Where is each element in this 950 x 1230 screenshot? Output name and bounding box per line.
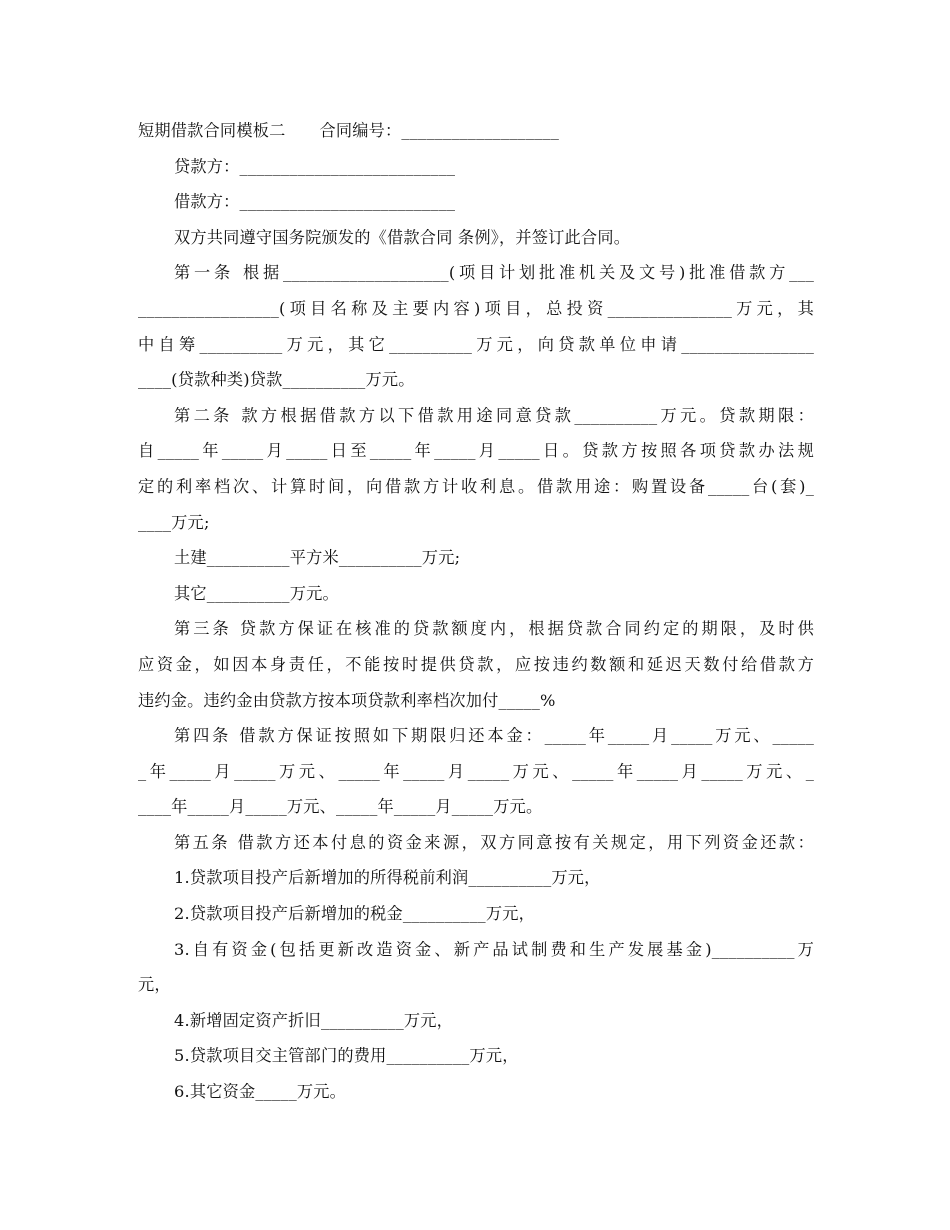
article-3-line-1: 第三条 贷款方保证在核准的贷款额度内，根据贷款合同约定的期限，及时供	[174, 619, 814, 639]
borrower-line: 借款方：__________________________	[174, 192, 456, 212]
preamble: 双方共同遵守国务院颁发的《借款合同 条例》，并签订此合同。	[174, 227, 631, 247]
article-2-other: 其它__________万元。	[174, 583, 339, 603]
document-title: 短期借款合同模板二	[138, 121, 286, 140]
article-5-intro: 第五条 借款方还本付息的资金来源，双方同意按有关规定，用下列资金还款：	[174, 832, 814, 852]
article-5-item-3-cont: 元，	[138, 975, 171, 995]
article-1-line-2: _________________(项目名称及主要内容)项目，总投资_______________万元，其	[138, 298, 814, 318]
contract-number-field: 合同编号：___________________	[319, 121, 560, 140]
article-5-item-3: 3.自有资金(包括更新改造资金、新产品试制费和生产发展基金)__________万	[174, 939, 814, 959]
article-4-line-1: 第四条 借款方保证按照如下期限归还本金：_____年_____月_____万元、_____	[174, 726, 814, 746]
article-5-item-6: 6.其它资金_____万元。	[174, 1082, 347, 1102]
contract-document	[138, 113, 814, 1110]
article-1-line-4: ____(贷款种类)贷款__________万元。	[138, 370, 415, 390]
article-5-item-2: 2.贷款项目投产后新增加的税金__________万元，	[174, 904, 535, 924]
lender-line: 贷款方：__________________________	[174, 156, 456, 176]
article-2-line-3: 定的利率档次、计算时间，向借款方计收利息。借款用途：购置设备_____台(套)_	[138, 476, 814, 496]
article-4-line-3: ____年_____月_____万元、_____年_____月_____万元。	[138, 797, 543, 817]
article-5-item-5: 5.贷款项目交主管部门的费用__________万元，	[174, 1046, 519, 1066]
article-5-item-1: 1.贷款项目投产后新增加的所得税前利润__________万元，	[174, 868, 601, 888]
article-2-line-1: 第二条 款方根据借款方以下借款用途同意贷款__________万元。贷款期限：	[174, 405, 814, 425]
article-3-line-3: 违约金。违约金由贷款方按本项贷款利率档次加付_____%	[138, 690, 556, 710]
article-4-line-2: _年_____月_____万元、_____年_____月_____万元、_____年_____月_____万元、_	[138, 761, 814, 781]
article-2-line-4: ____万元;	[138, 512, 210, 532]
article-2-line-2: 自_____年_____月_____日至_____年_____月_____日。贷款方按照各项贷款办法规	[138, 441, 814, 461]
article-1-line-3: 中自筹__________万元，其它__________万元，向贷款单位申请________________	[138, 334, 814, 354]
header-line	[138, 113, 814, 149]
article-2-construction: 土建__________平方米__________万元;	[174, 548, 461, 568]
article-3-line-2: 应资金，如因本身责任，不能按时提供贷款，应按违约数额和延迟天数付给借款方	[138, 654, 814, 674]
article-1-line-1: 第一条 根据____________________(项目计划批准机关及文号)批准借款方___	[174, 263, 814, 283]
article-5-item-4: 4.新增固定资产折旧__________万元，	[174, 1010, 454, 1030]
